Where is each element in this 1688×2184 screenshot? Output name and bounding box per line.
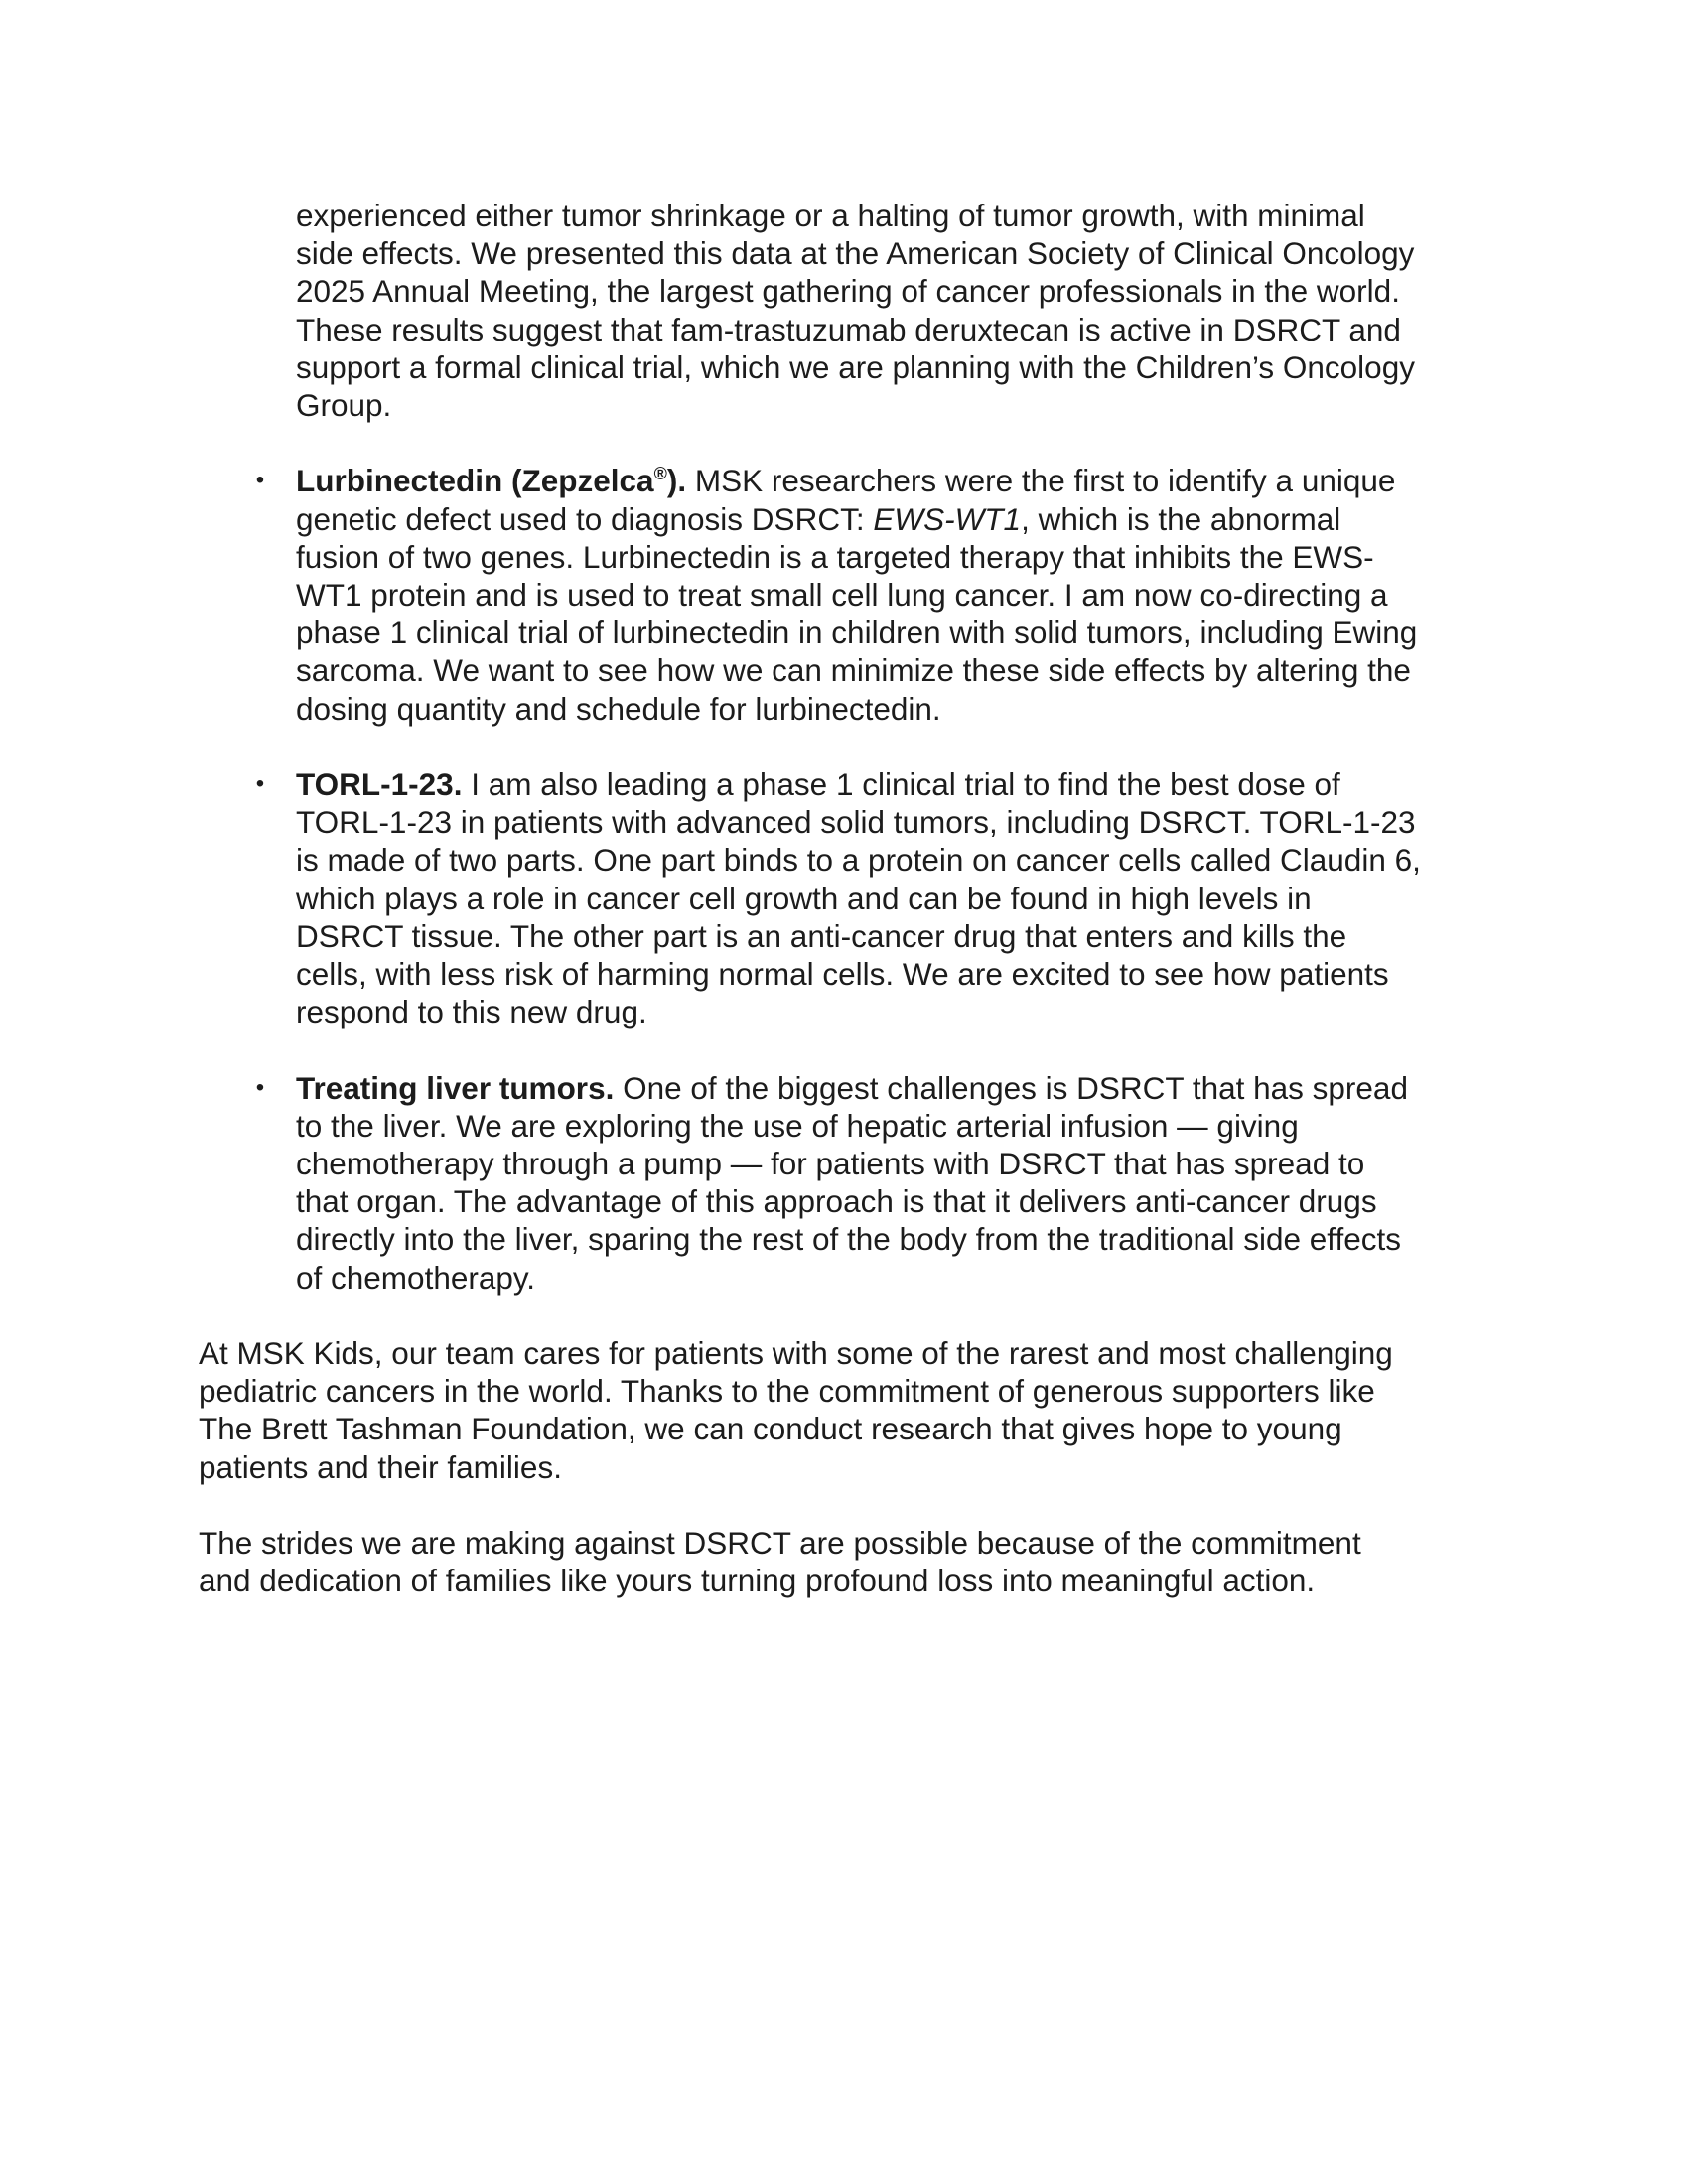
text-line: Group. <box>296 387 392 424</box>
paragraph-msk-kids <box>199 1334 1489 1486</box>
bullet-first-line: TORL-1-23. I am also leading a phase 1 clinical trial to find the best dose of <box>296 766 1340 803</box>
text-line: chemotherapy through a pump — for patients with DSRCT that has spread to <box>296 1146 1365 1182</box>
text-line: pediatric cancers in the world. Thanks to the commitment of generous supporters like <box>199 1373 1375 1410</box>
bullet-title: TORL-1-23. <box>296 766 463 803</box>
text-line: support a formal clinical trial, which we are planning with the Children’s Oncology <box>296 348 1415 385</box>
bullet-torl-1-23 <box>199 765 1489 1030</box>
text-line: sarcoma. We want to see how we can minimize these side effects by altering the <box>296 652 1411 689</box>
text-line: WT1 protein and is used to treat small cell lung cancer. I am now co-directing a <box>296 577 1388 614</box>
document-body <box>199 197 1489 1599</box>
text-line: The strides we are making against DSRCT are possible because of the commitment <box>199 1525 1361 1562</box>
bullet-first-line: Lurbinectedin (Zepzelca®). MSK researchers were the first to identify a unique <box>296 463 1396 499</box>
text-line: patients and their families. <box>199 1448 562 1485</box>
bullet-icon: • <box>255 467 265 494</box>
text-line: genetic defect used to diagnosis DSRCT: EWS-WT1, which is the abnormal <box>296 500 1341 537</box>
bullet-icon: • <box>255 770 265 798</box>
text-line: that organ. The advantage of this approach is that it delivers anti-cancer drugs <box>296 1183 1377 1220</box>
text-line: The Brett Tashman Foundation, we can conduct research that gives hope to young <box>199 1411 1342 1447</box>
text-line: which plays a role in cancer cell growth and can be found in high levels in <box>296 880 1312 916</box>
bullet-first-line: Treating liver tumors. One of the biggest challenges is DSRCT that has spread <box>296 1069 1408 1106</box>
text-line: experienced either tumor shrinkage or a halting of tumor growth, with minimal <box>296 198 1365 233</box>
text-line: of chemotherapy. <box>296 1259 536 1296</box>
text-line: and dedication of families like yours turning profound loss into meaningful action. <box>199 1563 1316 1599</box>
text-line: 2025 Annual Meeting, the largest gathering of cancer professionals in the world. <box>296 273 1400 310</box>
continued-bullet-text <box>199 197 1489 424</box>
text-line: cells, with less risk of harming normal cells. We are excited to see how patients <box>296 956 1389 993</box>
bullet-lurbinectedin <box>199 462 1489 727</box>
text-line: phase 1 clinical trial of lurbinectedin in children with solid tumors, including Ewing <box>296 614 1418 651</box>
text-line: fusion of two genes. Lurbinectedin is a targeted therapy that inhibits the EWS- <box>296 538 1374 575</box>
text-line: These results suggest that fam-trastuzumab deruxtecan is active in DSRCT and <box>296 311 1401 347</box>
bullet-icon: • <box>255 1073 265 1101</box>
text-line: DSRCT tissue. The other part is an anti-cancer drug that enters and kills the <box>296 917 1347 954</box>
bullet-title: Lurbinectedin (Zepzelca®). <box>296 463 687 499</box>
text-line: TORL-1-23 in patients with advanced solid tumors, including DSRCT. TORL-1-23 <box>296 804 1416 841</box>
bullet-liver-tumors <box>199 1069 1489 1297</box>
text-line: respond to this new drug. <box>296 994 647 1030</box>
text-line: side effects. We presented this data at the American Society of Clinical Oncology <box>296 235 1415 272</box>
gene-name: EWS-WT1 <box>873 500 1022 537</box>
text-line: directly into the liver, sparing the rest of the body from the traditional side effects <box>296 1221 1402 1258</box>
bullet-title: Treating liver tumors. <box>296 1069 615 1106</box>
registered-mark: ® <box>653 464 667 484</box>
text-line: At MSK Kids, our team cares for patients with some of the rarest and most challenging <box>199 1335 1393 1372</box>
text-line: to the liver. We are exploring the use of hepatic arterial infusion — giving <box>296 1107 1299 1144</box>
paragraph-strides <box>199 1524 1489 1599</box>
text-line: dosing quantity and schedule for lurbinectedin. <box>296 690 941 727</box>
text-line: is made of two parts. One part binds to a protein on cancer cells called Claudin 6, <box>296 842 1421 879</box>
